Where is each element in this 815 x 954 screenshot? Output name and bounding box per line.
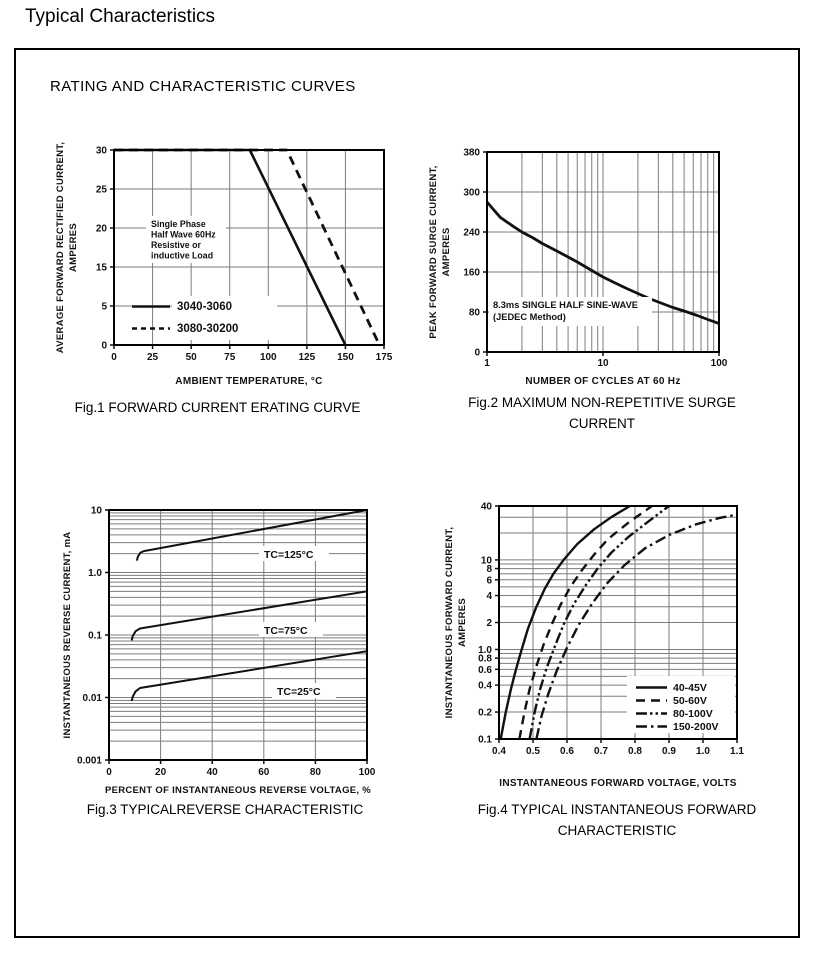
svg-text:80: 80 xyxy=(309,767,321,778)
svg-text:TC=75°C: TC=75°C xyxy=(264,625,308,637)
svg-text:0.4: 0.4 xyxy=(478,680,492,692)
figure-3 xyxy=(30,494,420,821)
svg-text:1: 1 xyxy=(484,358,490,369)
svg-text:0.8: 0.8 xyxy=(478,653,492,665)
svg-text:50-60V: 50-60V xyxy=(673,695,707,707)
svg-text:Resistive or: Resistive or xyxy=(151,240,201,250)
svg-text:3040-3060: 3040-3060 xyxy=(177,301,232,313)
fig4-caption xyxy=(422,800,812,842)
svg-text:1.0: 1.0 xyxy=(88,568,102,579)
svg-text:125: 125 xyxy=(298,352,316,363)
svg-text:0.6: 0.6 xyxy=(478,664,492,676)
svg-text:0: 0 xyxy=(111,352,117,363)
svg-text:AMPERES: AMPERES xyxy=(68,222,79,273)
svg-text:8.3ms SINGLE HALF SINE-WAVE: 8.3ms SINGLE HALF SINE-WAVE xyxy=(493,300,638,310)
fig4-caption-line1: Fig.4 TYPICAL INSTANTANEOUS FORWARD xyxy=(477,802,757,817)
svg-text:Half Wave 60Hz: Half Wave 60Hz xyxy=(151,229,216,240)
svg-text:0.01: 0.01 xyxy=(82,693,102,704)
figure-4 xyxy=(422,489,812,842)
svg-text:0: 0 xyxy=(101,340,107,352)
svg-text:20: 20 xyxy=(95,223,107,235)
fig3-caption-line1: Fig.3 TYPICALREVERSE CHARACTERISTIC xyxy=(86,802,364,817)
svg-text:0.8: 0.8 xyxy=(628,746,642,757)
svg-text:PERCENT OF INSTANTANEOUS REVER: PERCENT OF INSTANTANEOUS REVERSE VOLTAGE, % xyxy=(104,785,372,796)
svg-text:0.1: 0.1 xyxy=(478,734,492,746)
svg-text:10: 10 xyxy=(597,358,609,369)
svg-text:30: 30 xyxy=(95,145,107,157)
svg-text:25: 25 xyxy=(147,352,159,363)
svg-text:inductive Load: inductive Load xyxy=(151,250,214,261)
svg-text:300: 300 xyxy=(463,187,480,199)
svg-text:60: 60 xyxy=(258,767,270,778)
svg-text:8: 8 xyxy=(486,564,492,576)
svg-text:10: 10 xyxy=(90,505,102,517)
svg-text:6: 6 xyxy=(486,575,492,587)
svg-text:TC=125°C: TC=125°C xyxy=(264,549,314,561)
svg-text:40: 40 xyxy=(480,501,492,513)
svg-text:AMPERES: AMPERES xyxy=(457,597,468,648)
svg-text:PEAK FORWARD SURGE CURRENT,: PEAK FORWARD SURGE CURRENT, xyxy=(428,165,439,339)
svg-text:80-100V: 80-100V xyxy=(673,708,713,720)
svg-text:INSTANTANEOUS FORWARD VOLTAGE,: INSTANTANEOUS FORWARD VOLTAGE, VOLTS xyxy=(499,778,737,789)
svg-text:0.6: 0.6 xyxy=(560,746,574,757)
svg-text:(JEDEC Method): (JEDEC Method) xyxy=(493,312,566,322)
svg-text:0.5: 0.5 xyxy=(526,746,540,757)
svg-text:1.0: 1.0 xyxy=(696,746,710,757)
svg-text:0: 0 xyxy=(474,347,480,359)
svg-text:5: 5 xyxy=(101,301,107,313)
svg-text:160: 160 xyxy=(463,267,480,279)
svg-text:Single Phase: Single Phase xyxy=(151,219,206,229)
svg-text:150-200V: 150-200V xyxy=(673,721,719,733)
svg-text:100: 100 xyxy=(358,767,376,778)
svg-text:150: 150 xyxy=(337,352,354,363)
svg-text:AMBIENT TEMPERATURE, °C: AMBIENT TEMPERATURE, °C xyxy=(175,376,323,387)
svg-text:0.2: 0.2 xyxy=(478,707,492,719)
svg-text:40-45V: 40-45V xyxy=(673,682,707,694)
svg-text:100: 100 xyxy=(710,358,728,369)
fig1-caption-line1: Fig.1 FORWARD CURRENT ERATING CURVE xyxy=(74,400,361,415)
svg-text:15: 15 xyxy=(95,262,107,274)
svg-text:INSTANTANEOUS FORWARD CURRENT,: INSTANTANEOUS FORWARD CURRENT, xyxy=(444,526,455,719)
svg-text:2: 2 xyxy=(486,618,492,629)
svg-text:1.1: 1.1 xyxy=(730,746,744,757)
fig3-caption xyxy=(30,800,420,821)
svg-text:75: 75 xyxy=(224,352,236,363)
svg-text:25: 25 xyxy=(95,184,107,196)
fig2-caption-line2: CURRENT xyxy=(569,415,635,431)
svg-text:1.0: 1.0 xyxy=(478,644,492,656)
svg-text:INSTANTANEOUS REVERSE CURRENT,: INSTANTANEOUS REVERSE CURRENT, mA xyxy=(62,531,73,739)
svg-text:0.1: 0.1 xyxy=(88,630,102,642)
fig2-chart xyxy=(402,132,802,392)
svg-text:80: 80 xyxy=(468,307,480,319)
svg-text:0.4: 0.4 xyxy=(492,746,506,757)
svg-text:0: 0 xyxy=(106,767,112,778)
svg-text:NUMBER OF CYCLES AT 60 Hz: NUMBER OF CYCLES AT 60 Hz xyxy=(525,376,681,387)
fig2-caption xyxy=(402,393,802,435)
figure-1 xyxy=(30,132,405,419)
svg-text:0.7: 0.7 xyxy=(594,746,608,757)
svg-text:AMPERES: AMPERES xyxy=(441,227,452,277)
figure-2 xyxy=(402,132,802,435)
curves-panel xyxy=(14,48,800,938)
svg-text:380: 380 xyxy=(463,147,480,159)
svg-text:0.001: 0.001 xyxy=(76,755,102,767)
svg-text:40: 40 xyxy=(206,767,218,778)
svg-text:0.9: 0.9 xyxy=(662,746,676,757)
svg-text:AVERAGE FORWARD RECTIFIED CURR: AVERAGE FORWARD RECTIFIED CURRENT, xyxy=(55,141,66,354)
fig4-caption-line2: CHARACTERISTIC xyxy=(557,822,677,838)
fig3-chart xyxy=(30,494,420,799)
svg-text:100: 100 xyxy=(259,352,277,363)
fig1-caption xyxy=(30,398,405,419)
svg-text:175: 175 xyxy=(375,352,393,363)
svg-text:4: 4 xyxy=(486,591,492,603)
svg-text:20: 20 xyxy=(155,767,167,778)
svg-text:50: 50 xyxy=(185,352,197,363)
svg-text:240: 240 xyxy=(463,227,480,239)
page-title: Typical Characteristics xyxy=(25,6,216,27)
fig2-caption-line1: Fig.2 MAXIMUM NON-REPETITIVE SURGE xyxy=(468,395,736,410)
fig4-chart xyxy=(422,489,812,799)
svg-text:TC=25°C: TC=25°C xyxy=(277,686,321,698)
panel-heading: RATING AND CHARACTERISTIC CURVES xyxy=(50,78,356,95)
svg-text:3080-30200: 3080-30200 xyxy=(177,323,239,335)
fig1-chart xyxy=(30,132,405,397)
svg-text:10: 10 xyxy=(480,555,492,567)
